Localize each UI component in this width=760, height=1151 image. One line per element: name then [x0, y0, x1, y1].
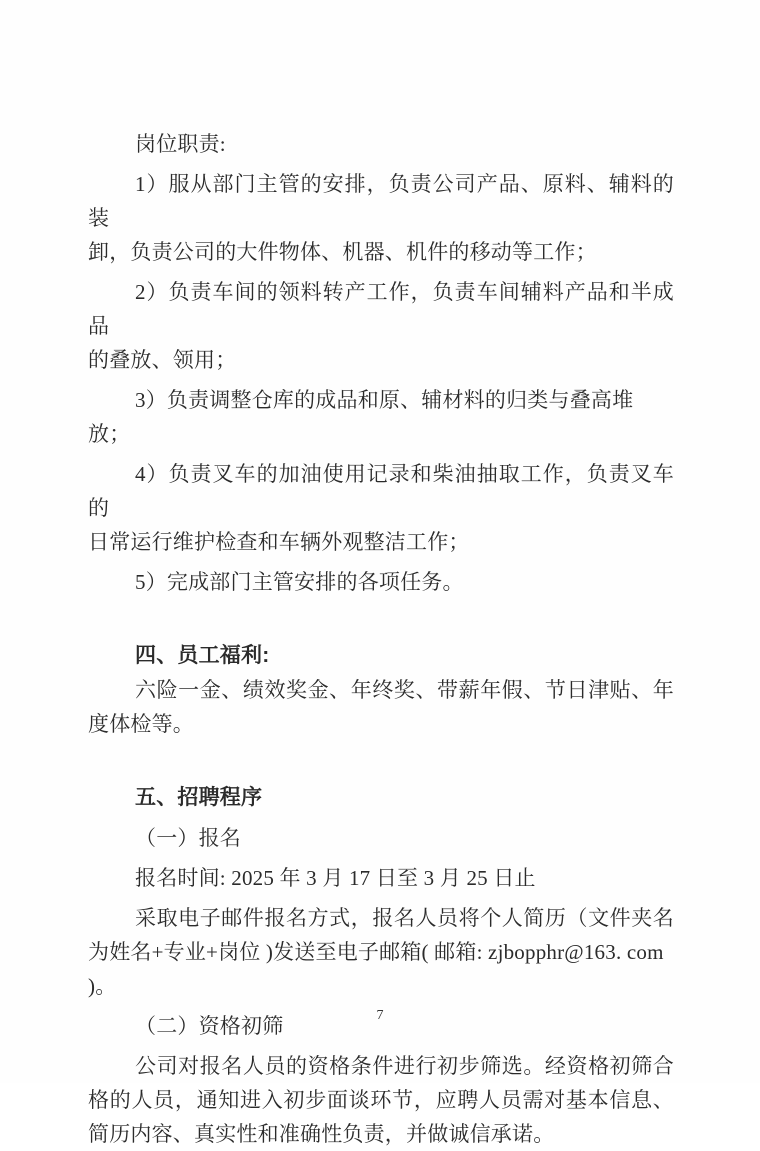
text-line: 度体检等。 [88, 712, 194, 736]
text-line: 五、招聘程序 [135, 786, 263, 809]
paragraph [88, 673, 674, 741]
text-line: 4）负责叉车的加油使用记录和柴油抽取工作，负责叉车的 [88, 462, 674, 520]
text-line: 日常运行维护检查和车辆外观整洁工作； [88, 530, 470, 554]
paragraph [88, 565, 674, 599]
paragraph [88, 275, 674, 377]
text-line: 为姓名+专业+岗位 )发送至电子邮箱( 邮箱: zjbopphr@163. com )。 [88, 940, 664, 998]
text-line: （一）报名 [135, 826, 241, 850]
text-line: 公司对报名人员的资格条件进行初步筛选。经资格初筛合 [135, 1054, 674, 1078]
text-line: 报名时间: 2025 年 3 月 17 日至 3 月 25 日止 [135, 866, 536, 890]
text-line: 格的人员，通知进入初步面谈环节，应聘人员需对基本信息、 [88, 1088, 674, 1112]
text-line: 1）服从部门主管的安排，负责公司产品、原料、辅料的装 [88, 172, 674, 230]
paragraph [88, 901, 674, 1003]
paragraph [88, 383, 674, 451]
document-body [88, 127, 674, 1151]
paragraph [88, 821, 674, 855]
text-line: 卸，负责公司的大件物体、机器、机件的移动等工作； [88, 240, 597, 264]
section-heading [88, 639, 674, 673]
text-line: 3）负责调整仓库的成品和原、辅材料的归类与叠高堆放； [88, 388, 634, 446]
text-line: 简历内容、真实性和准确性负责，并做诚信承诺。 [88, 1122, 555, 1146]
paragraph [88, 167, 674, 269]
page-number: 7 [376, 1008, 384, 1023]
text-line: （二）资格初筛 [135, 1014, 284, 1038]
text-line: 岗位职责: [135, 132, 226, 156]
paragraph [88, 1049, 674, 1151]
paragraph [88, 861, 674, 895]
text-line: 2）负责车间的领料转产工作，负责车间辅料产品和半成品 [88, 280, 674, 338]
section-heading [88, 781, 674, 815]
text-line: 四、员工福利: [135, 644, 270, 667]
paragraph [88, 457, 674, 559]
text-line: 的叠放、领用； [88, 348, 237, 372]
text-line: 六险一金、绩效奖金、年终奖、带薪年假、节日津贴、年 [135, 678, 674, 702]
text-line: 5）完成部门主管安排的各项任务。 [135, 570, 464, 594]
text-line: 采取电子邮件报名方式，报名人员将个人简历（文件夹名 [135, 906, 674, 930]
paragraph [88, 127, 674, 161]
